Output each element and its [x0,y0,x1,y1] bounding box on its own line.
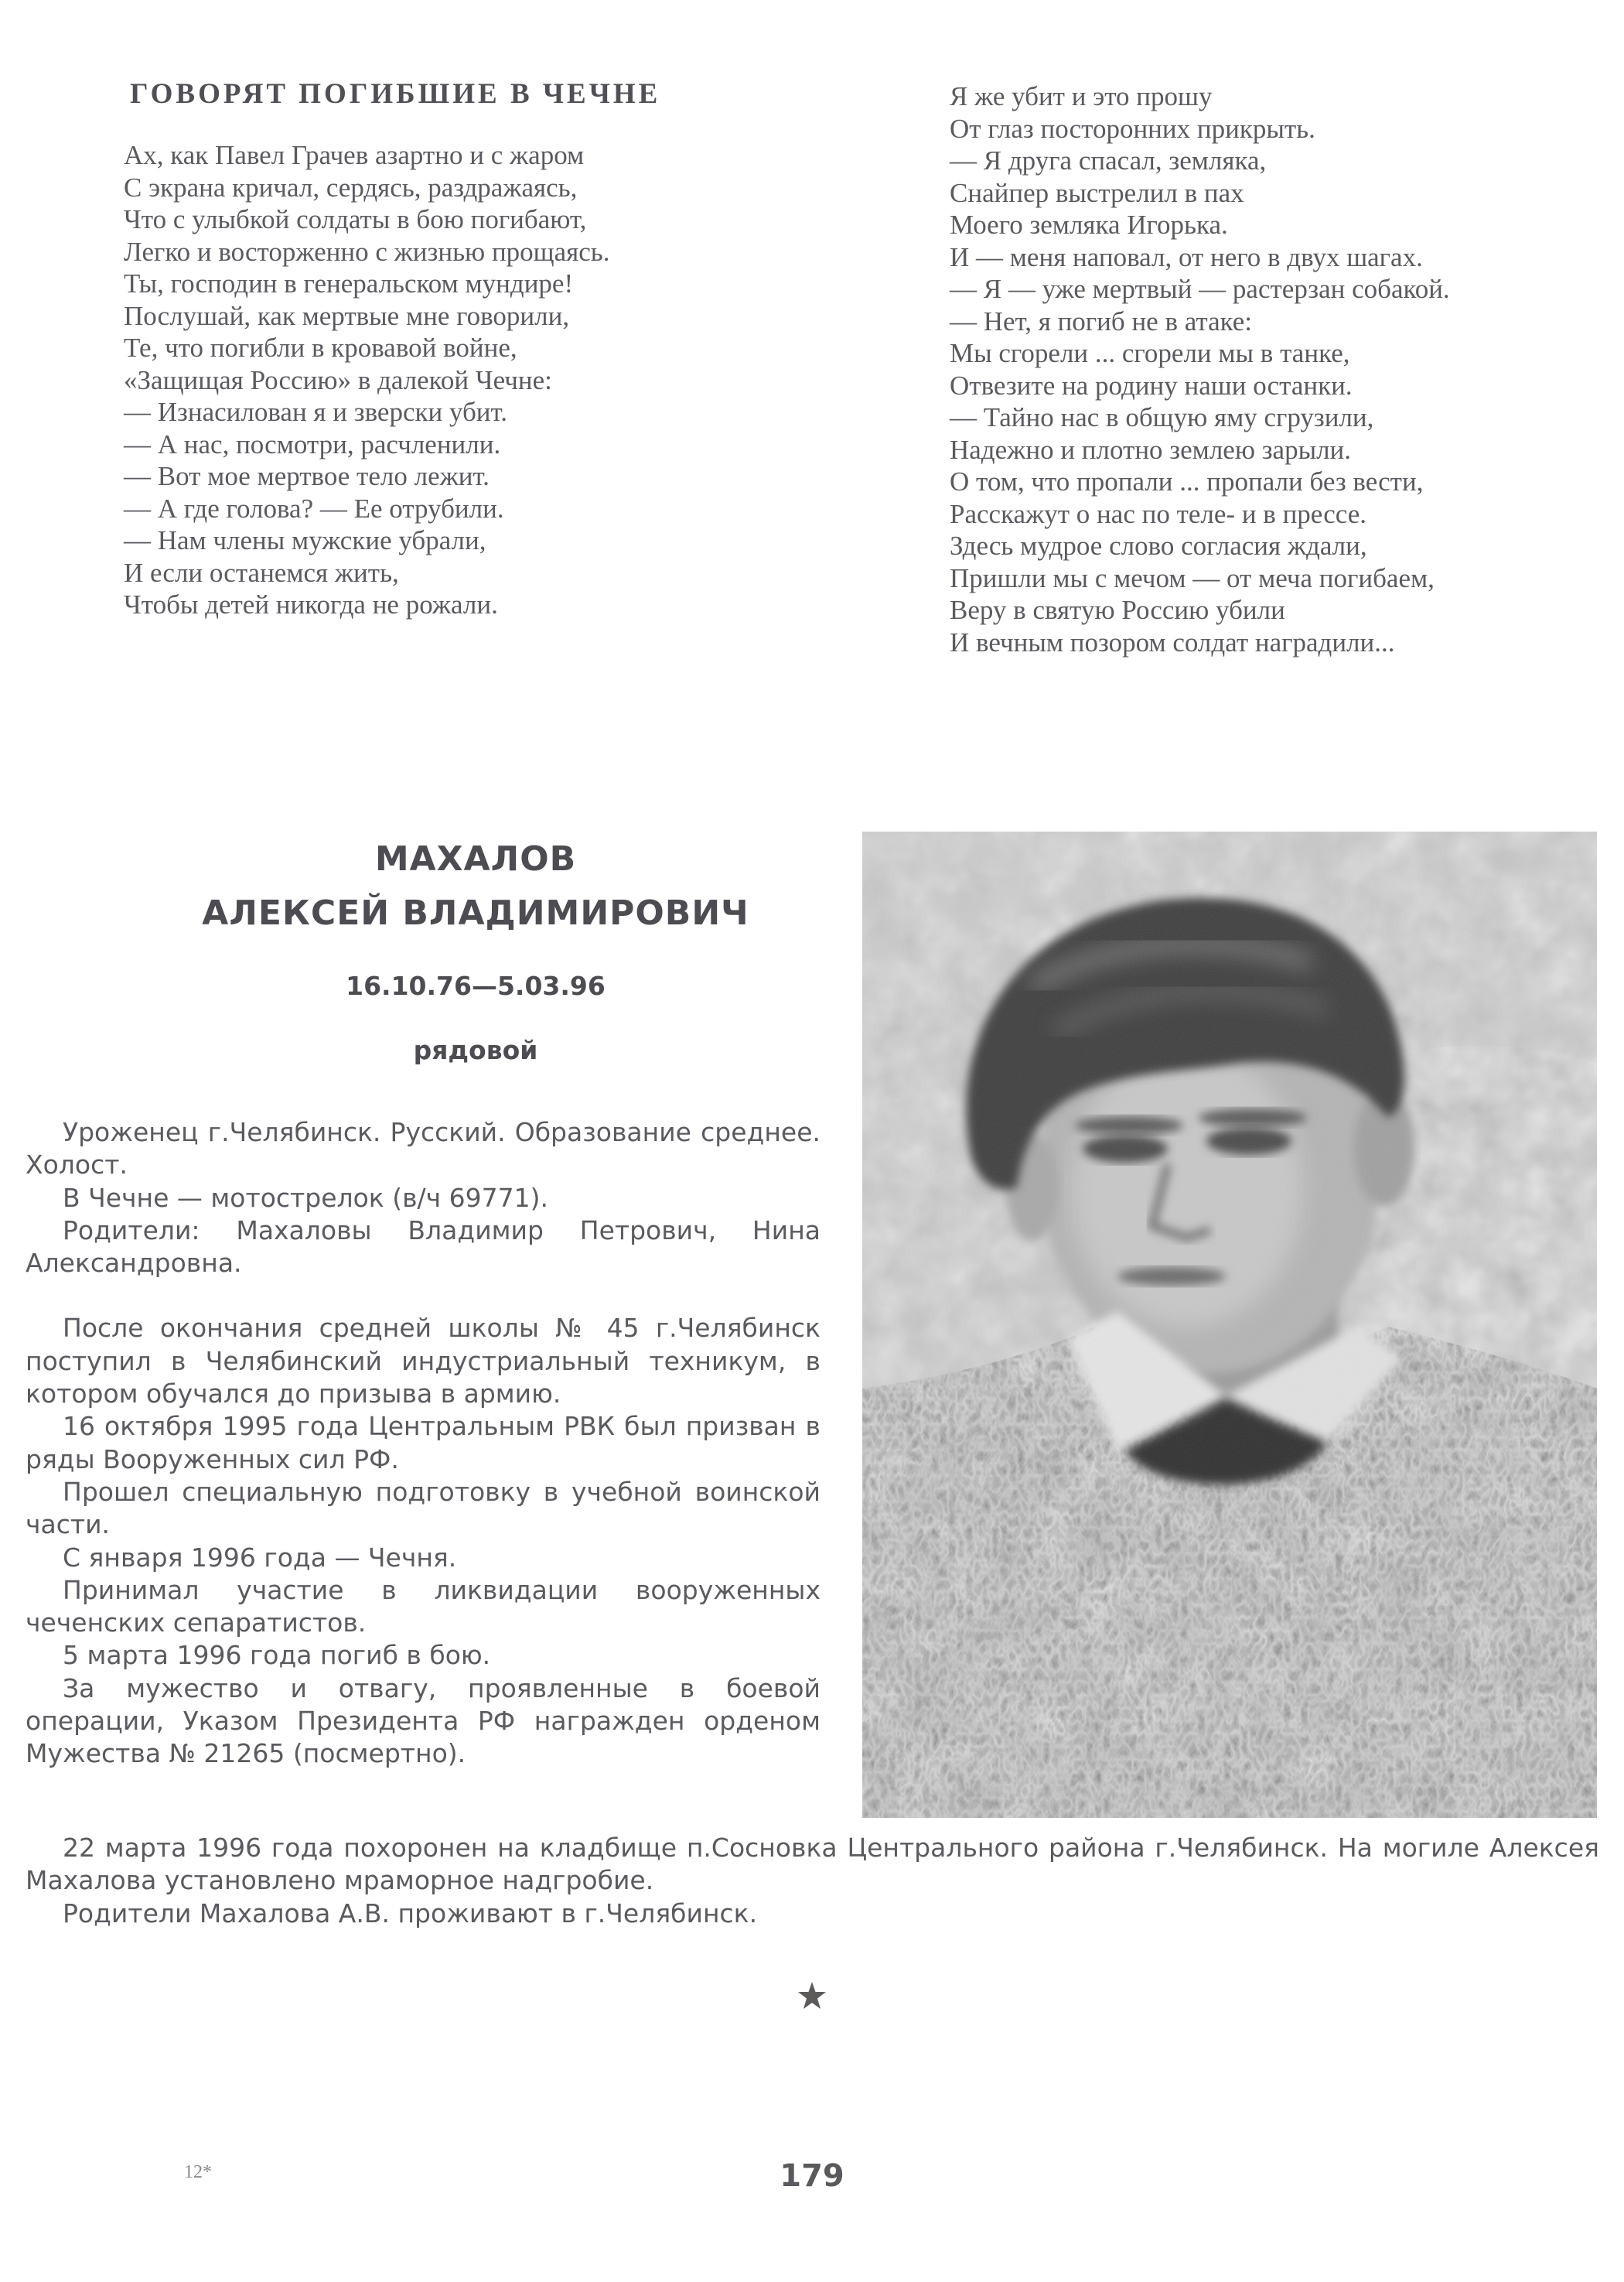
bio-given-names: АЛЕКСЕЙ ВЛАДИМИРОВИЧ [202,893,749,933]
bio-paragraph: Прошел специальную подготовку в учебной воинской части. [26,1476,821,1540]
poem-line: Легко и восторженно с жизнью прощаясь. [124,236,610,267]
poem-line: Веру в святую Россию убили [950,595,1285,625]
poem-line: Отвезите на родину наши останки. [950,370,1353,401]
poem-line: — Тайно нас в общую яму сгрузили, [950,402,1374,432]
bio-paragraph: 16 октября 1995 года Центральным РВК был призван в ряды Вооруженных сил РФ. [26,1411,821,1474]
bio-surname: МАХАЛОВ [374,839,577,879]
signature-mark: 12* [184,2162,212,2182]
poem-line: Расскажут о нас по теле- и в прессе. [950,498,1366,529]
poem-line: — Вот мое мертвое тело лежит. [124,461,490,491]
bio-paragraph: Принимал участие в ликвидации вооруженных чеченских сепаратистов. [26,1574,821,1638]
poem-line: — Нам члены мужские убрали, [124,525,486,555]
poem-line: Ты, господин в генеральском мундире! [124,268,574,299]
poem-line: Здесь мудрое слово согласия ждали, [950,531,1367,561]
poem-line: Я же убит и это прошу [950,81,1213,111]
poem-line: И — меня наповал, от него в двух шагах. [950,241,1423,272]
poem-line: — А нас, посмотри, расчленили. [124,429,501,459]
bio-paragraph: 22 марта 1996 года похоронен на кладбище п.Сосновка Центрального района г.Челябинск. На могиле Алексея Махалова установлено мраморное надгробие. [26,1833,1599,1896]
bio-paragraph: С января 1996 года — Чечня. [63,1542,457,1573]
poem-line: Мы сгорели ... сгорели мы в танке, [950,338,1350,368]
poem-right-column [950,80,1450,658]
poem-line: Моего земляка Игорька. [950,210,1228,240]
bio-rank: рядовой [413,1035,538,1065]
poem-line: Снайпер выстрелил в пах [950,177,1244,208]
portrait-image [862,832,1597,1818]
bio-paragraph: Родители: Махаловы Владимир Петрович, Нина Александровна. [26,1214,821,1279]
bio-paragraph: В Чечне — мотострелок (в/ч 69771). [63,1182,548,1213]
poem-line: Те, что погибли в кровавой войне, [124,333,517,363]
star-ornament-icon [797,1980,827,2011]
poem-line: Пришли мы с мечом — от меча погибаем, [950,562,1435,593]
poem-line: — А где голова? — Ее отрубили. [124,493,504,524]
bio-body [26,1116,821,1771]
poem-title: ГОВОРЯТ ПОГИБШИЕ В ЧЕЧНЕ [130,78,661,110]
poem-line: — Нет, я погиб не в атаке: [950,306,1253,336]
poem-line: О том, что пропали ... пропали без вести, [950,466,1424,497]
poem-line: «Защищая Россию» в далекой Чечне: [124,364,552,395]
bio-paragraph: 5 марта 1996 года погиб в бою. [63,1640,491,1671]
poem-line: — Я друга спасал, земляка, [950,145,1267,176]
poem-line: От глаз посторонних прикрыть. [950,113,1315,144]
poem-line: С экрана кричал, сердясь, раздражаясь, [124,172,578,203]
bio-paragraph: Уроженец г.Челябинск. Русский. Образование среднее. Холост. [26,1117,821,1180]
page-number: 179 [780,2158,844,2194]
bio-tail [26,1832,1599,1930]
poem-line: Послушай, как мертвые мне говорили, [124,300,570,331]
bio-paragraph: После окончания средней школы № 45 г.Челябинск поступил в Челябинский индустриальный техникум, в котором обучался до призыва в армию. [26,1313,821,1409]
poem-line: Надежно и плотно землею зарыли. [950,434,1352,465]
poem-line: Ах, как Павел Грачев азартно и с жаром [124,140,585,170]
poem-line: И если останемся жить, [124,557,399,588]
poem-line: Что с улыбкой солдаты в бою погибают, [124,204,587,234]
portrait-photo [862,832,1597,1818]
bio-paragraph: Родители Махалова А.В. проживают в г.Челябинск. [63,1898,758,1928]
poem-line: — Изнасилован я и зверски убит. [124,397,507,427]
bio-paragraph: За мужество и отвагу, проявленные в боевой операции, Указом Президента РФ награжден орденом Мужества № 21265 (посмертно). [26,1672,821,1769]
bio-life-dates: 16.10.76—5.03.96 [346,971,606,1001]
poem-line: И вечным позором солдат наградили... [950,627,1395,658]
poem-line: Чтобы детей никогда не рожали. [124,589,498,620]
poem-left-column [124,139,610,621]
poem-line: — Я — уже мертвый — растерзан собакой. [950,274,1450,304]
